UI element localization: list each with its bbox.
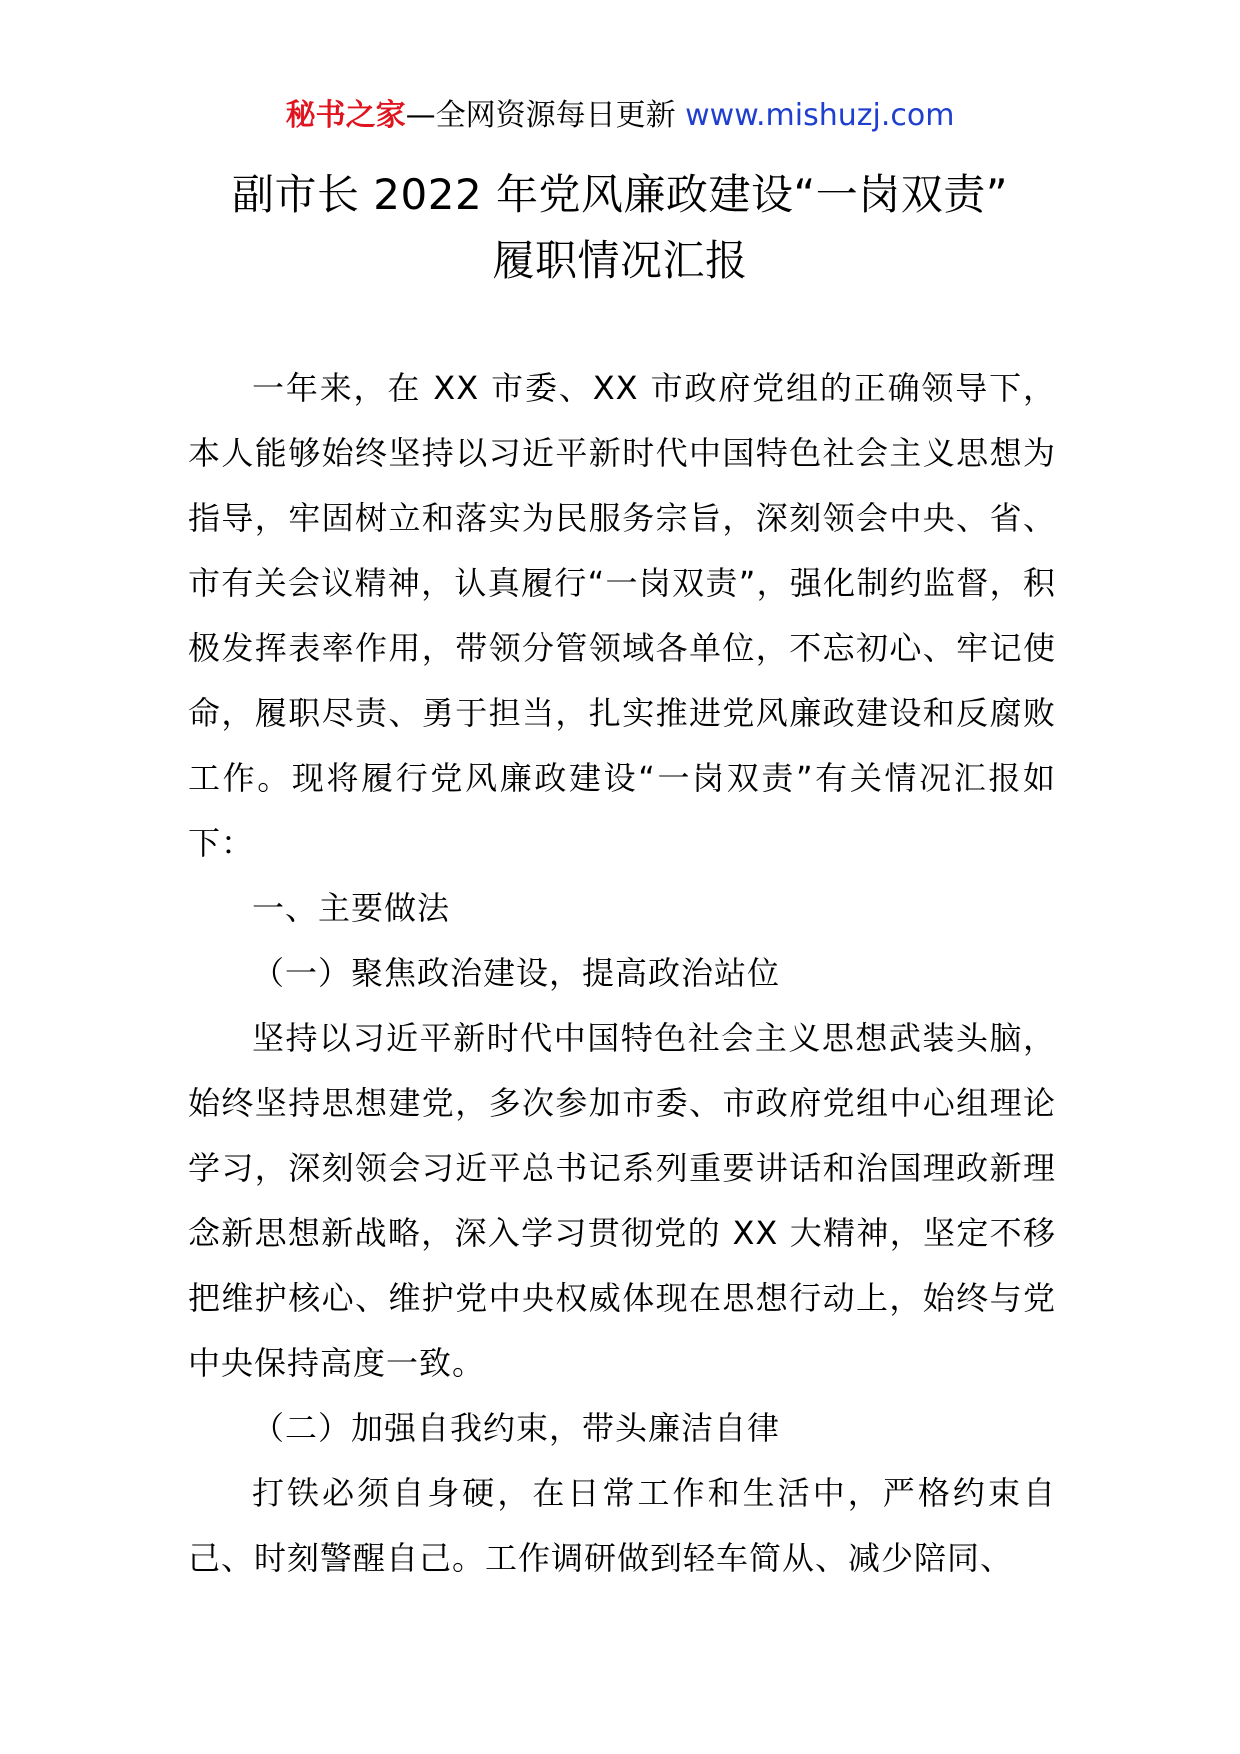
subsection-heading-1: （一）聚焦政治建设，提高政治站位 — [252, 954, 781, 992]
document-title — [0, 162, 1240, 294]
body-paragraph-2: 打铁必须自身硬，在日常工作和生活中，严格约束自己、时刻警醒自己。工作调研做到轻车简从、减少陪同、 — [188, 1474, 1056, 1577]
title-line-1: 副市长 2022 年党风廉政建设“一岗双责” — [231, 170, 1009, 219]
subsection-heading-2: （二）加强自我约束，带头廉洁自律 — [252, 1409, 781, 1447]
banner-tagline: —全网资源每日更新 — [405, 98, 686, 133]
section-heading-1: 一、主要做法 — [252, 889, 451, 927]
site-banner — [0, 96, 1240, 136]
brand-name: 秘书之家 — [285, 98, 406, 133]
site-url-link[interactable]: www.mishuzj.com — [685, 98, 955, 133]
document-body — [188, 356, 1056, 1591]
body-paragraph-1: 坚持以习近平新时代中国特色社会主义思想武装头脑，始终坚持思想建党，多次参加市委、市政府党组中心组理论学习，深刻领会习近平总书记系列重要讲话和治国理政新理念新思想新战略，深入学习贯彻党的 XX 大精神，坚定不移把维护核心、维护党中央权威体现在思想行动上，始终与党中央保持高度一致。 — [188, 1019, 1056, 1382]
title-line-2: 履职情况汇报 — [492, 236, 748, 285]
intro-paragraph: 一年来，在 XX 市委、XX 市政府党组的正确领导下，本人能够始终坚持以习近平新时代中国特色社会主义思想为指导，牢固树立和落实为民服务宗旨，深刻领会中央、省、市有关会议精神，认真履行“一岗双责”，强化制约监督，积极发挥表率作用，带领分管领域各单位，不忘初心、牢记使命，履职尽责、勇于担当，扎实推进党风廉政建设和反腐败工作。现将履行党风廉政建设“一岗双责”有关情况汇报如下： — [188, 369, 1056, 862]
